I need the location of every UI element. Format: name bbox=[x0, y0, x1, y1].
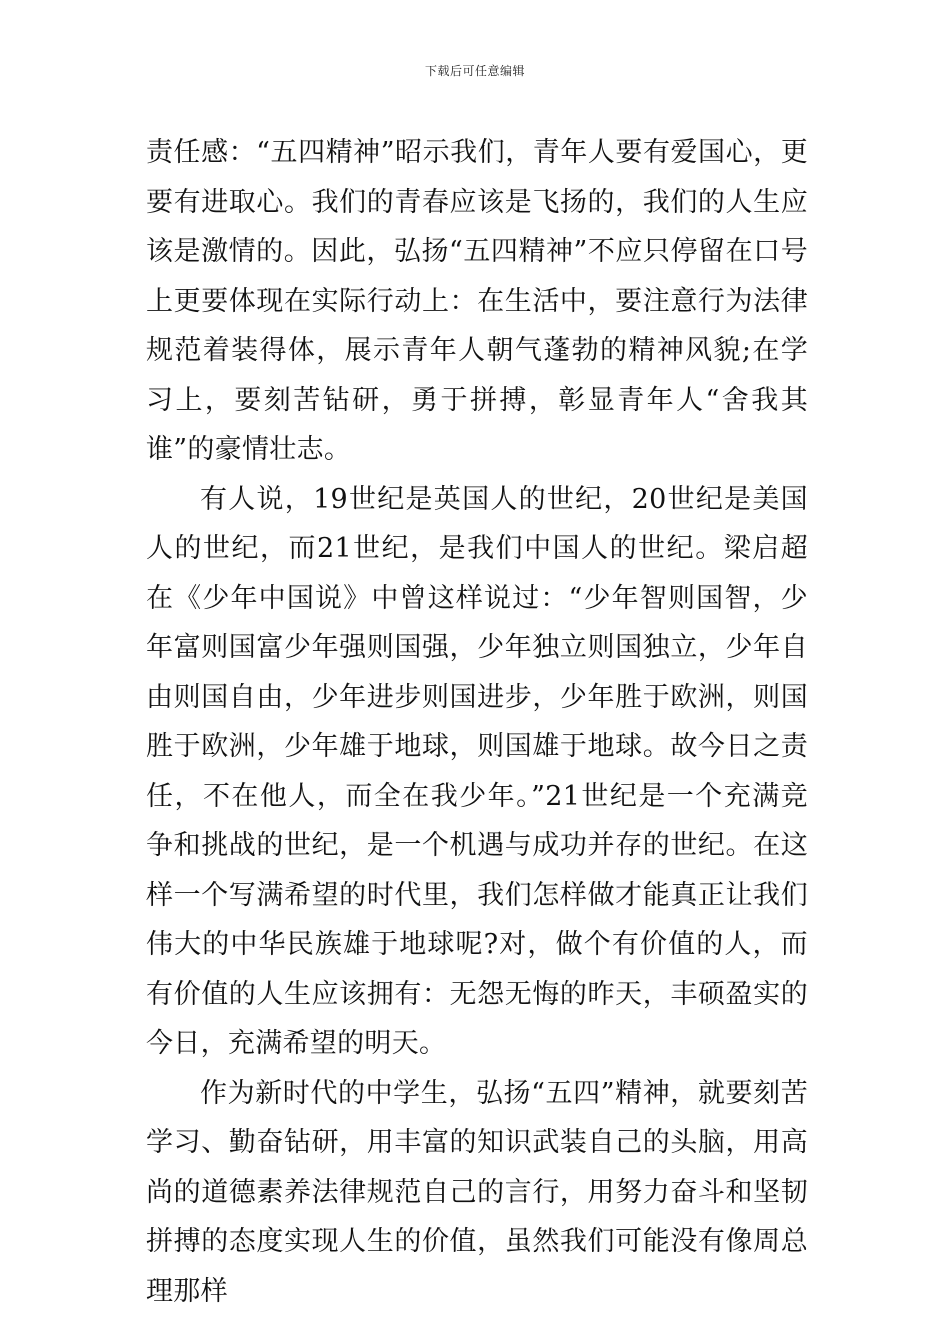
paragraph-2: 有人说，19世纪是英国人的世纪，20世纪是美国人的世纪，而21世纪，是我们中国人的世纪。梁启超在《少年中国说》中曾这样说过：“少年智则国智，少年富则国富少年强则国强，少年独立则国独立，少年自由则国自由，少年进步则国进步，少年胜于欧洲，则国胜于欧洲，少年雄于地球，则国雄于地球。故今日之责任，不在他人，而全在我少年。”21世纪是一个充满竞争和挑战的世纪，是一个机遇与成功并存的世纪。在这样一个写满希望的时代里，我们怎样做才能真正让我们伟大的中华民族雄于地球呢?对，做个有价值的人，而有价值的人生应该拥有：无怨无悔的昨天，丰硕盈实的今日，充满希望的明天。 bbox=[146, 483, 808, 1059]
paragraph-3: 作为新时代的中学生，弘扬“五四”精神，就要刻苦学习、勤奋钻研，用丰富的知识武装自己的头脑，用高尚的道德素养法律规范自己的言行，用努力奋斗和坚韧拼搏的态度实现人生的价值，虽然我们可能没有像周总理那样 bbox=[146, 1077, 808, 1307]
document-body bbox=[146, 128, 808, 1316]
paragraph-1: 责任感：“五四精神”昭示我们，青年人要有爱国心，更要有进取心。我们的青春应该是飞扬的，我们的人生应该是激情的。因此，弘扬“五四精神”不应只停留在口号上更要体现在实际行动上：在生活中，要注意行为法律规范着装得体，展示青年人朝气蓬勃的精神风貌;在学习上，要刻苦钻研，勇于拼搏，彰显青年人“舍我其谁”的豪情壮志。 bbox=[146, 137, 808, 465]
page-header: 下载后可任意编辑 bbox=[424, 64, 525, 78]
